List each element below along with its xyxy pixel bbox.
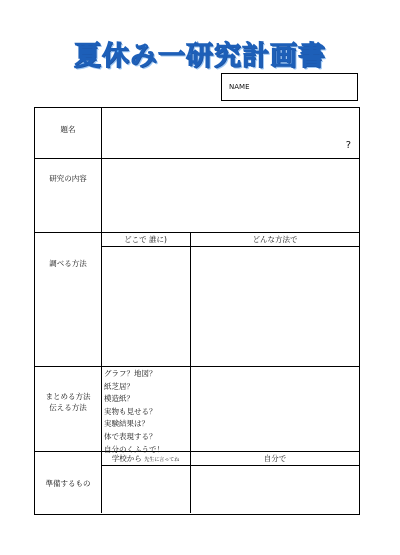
- prep-school-header: [101, 453, 190, 464]
- method-how-input-area[interactable]: [192, 248, 357, 364]
- summary-option: 自分のくふうで！: [104, 444, 164, 454]
- row-divider: [35, 232, 359, 233]
- name-label: NAME: [229, 83, 250, 91]
- prep-school-note: 先生に言ってね: [144, 457, 180, 463]
- page-title: 夏休み一研究計画書: [74, 41, 326, 72]
- summary-label: [35, 391, 101, 413]
- summary-input-area[interactable]: [192, 368, 357, 449]
- plan-table: [34, 107, 360, 515]
- subheader-divider: [101, 465, 359, 466]
- theme-question-mark: ?: [345, 140, 351, 151]
- summary-label-line1: まとめる方法: [45, 392, 91, 401]
- method-where-header: どこで 誰に): [124, 235, 167, 244]
- prep-self-input-area[interactable]: [192, 467, 357, 511]
- subheader-divider: [101, 246, 359, 247]
- prep-self-header: 自分で: [263, 454, 287, 463]
- summary-option: 実験結果は？: [104, 419, 149, 429]
- prep-school-input-area[interactable]: [103, 467, 189, 511]
- method-how-header: どんな方法で: [252, 235, 298, 244]
- method-label: 調べる方法: [49, 259, 87, 268]
- content-input-area[interactable]: [103, 160, 357, 230]
- row-divider: [35, 366, 359, 367]
- summary-option: 体で表現する？: [104, 431, 157, 441]
- prep-school-label: 学校から: [111, 454, 142, 463]
- summary-option: グラフ？地図？: [104, 369, 157, 378]
- name-field[interactable]: [221, 73, 358, 101]
- summary-option: 紙芝居？: [104, 381, 134, 391]
- theme-input-area[interactable]: [103, 110, 357, 156]
- content-label: 研究の内容: [49, 174, 87, 183]
- summary-option: 実物も見せる？: [104, 406, 157, 416]
- summary-option: 模造紙？: [104, 394, 134, 404]
- prep-label: 準備するもの: [45, 479, 91, 488]
- summary-options-list: [104, 368, 164, 456]
- method-column-divider: [190, 232, 191, 366]
- theme-label: 題名: [60, 125, 76, 134]
- row-divider: [35, 158, 359, 159]
- row-divider: [35, 451, 359, 452]
- method-where-input-area[interactable]: [103, 248, 189, 364]
- summary-label-line2: 伝える方法: [49, 403, 87, 412]
- summary-column-divider: [190, 366, 191, 451]
